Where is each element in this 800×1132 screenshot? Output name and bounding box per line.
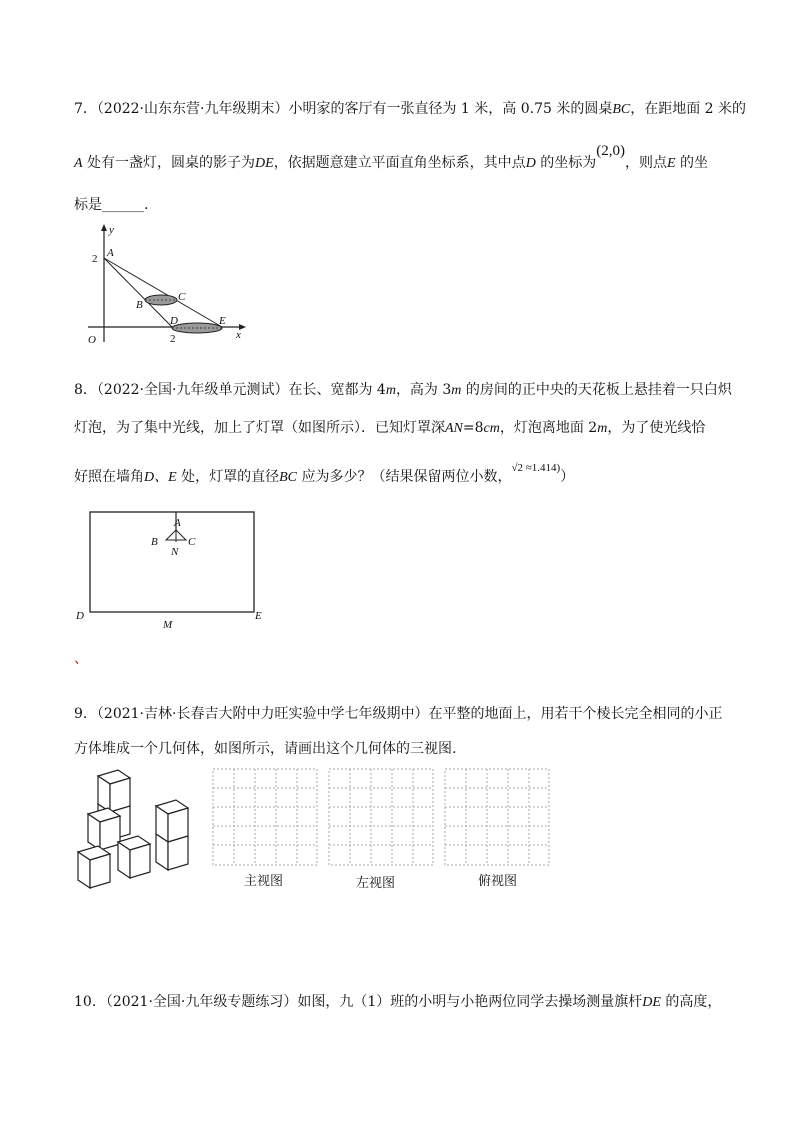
q10-text: 的高度， xyxy=(660,994,722,1010)
unit-cm: cm xyxy=(483,421,500,436)
q7-line3 xyxy=(74,195,148,215)
q8-number: 8． xyxy=(74,382,97,398)
q10-line1 xyxy=(74,992,721,1013)
stray-mark: 、 xyxy=(74,651,88,667)
q7-line1 xyxy=(74,99,746,120)
q7-number: 7． xyxy=(74,101,97,117)
q9-number: 9． xyxy=(74,706,97,722)
label-e: E xyxy=(255,610,262,622)
q7-text: 处有一盏灯，圆桌的影子为 xyxy=(82,155,256,171)
grid-front-view xyxy=(212,768,318,866)
room-rect xyxy=(90,512,254,612)
q10-number: 10． xyxy=(74,994,106,1010)
q9-text: 在平整的地面上，用若干个棱长完全相同的小正 xyxy=(428,706,723,722)
sqrt-approx: √2 ≈1.414) xyxy=(511,462,561,474)
var-an: AN xyxy=(445,421,463,436)
var-de: DE xyxy=(642,995,661,1010)
q8-text: =8 xyxy=(462,420,484,436)
var-de: DE xyxy=(255,156,274,171)
label-n: N xyxy=(171,546,179,558)
label-front-view: 主视图 xyxy=(244,874,284,889)
q8-text: 的房间的正中央的天花板上悬挂着一只白炽 xyxy=(461,382,732,398)
y-arrow-icon xyxy=(101,224,107,231)
q7-source: （2022·山东东营·九年级期末） xyxy=(96,101,289,117)
q8-text: ） xyxy=(560,469,575,485)
light-ray-lower xyxy=(104,258,172,327)
label-o: O xyxy=(88,334,96,346)
label-y: y xyxy=(109,224,114,236)
q9-line2 xyxy=(74,739,456,759)
var-de: D、E xyxy=(144,470,177,485)
q7-text: ，在距地面 2 米的 xyxy=(630,101,747,117)
label-e: E xyxy=(219,315,226,327)
grid-left-view xyxy=(328,768,434,866)
unit-m: m xyxy=(385,383,396,398)
var-d: D xyxy=(525,156,536,171)
grid-top-view xyxy=(444,768,550,866)
unit-m: m xyxy=(597,421,608,436)
var-bc: BC xyxy=(612,102,631,117)
q7-text: ，则点 xyxy=(625,155,668,171)
q8-line3 xyxy=(74,462,575,488)
label-d: D xyxy=(76,610,84,622)
label-d: D xyxy=(170,315,178,327)
q7-text: ，依据题意建立平面直角坐标系，其中点 xyxy=(273,155,526,171)
q7-coordinate-figure xyxy=(84,220,254,350)
q9-cube-figure xyxy=(74,768,210,894)
q8-source: （2022·全国·九年级单元测试） xyxy=(96,382,289,398)
q7-text: 小明家的客厅有一张直径为 1 米，高 0.75 米的圆桌 xyxy=(288,101,613,117)
q7-text: 的坐 xyxy=(675,155,709,171)
label-left-view: 左视图 xyxy=(356,876,396,891)
q10-text: 如图，九（1）班的小明与小艳两位同学去操场测量旗杆 xyxy=(297,994,643,1010)
q8-text: 好照在墙角 xyxy=(74,469,144,485)
var-e: E xyxy=(667,156,676,171)
unit-m: m xyxy=(451,383,462,398)
label-a: A xyxy=(107,247,114,259)
q8-line2 xyxy=(74,418,705,439)
label-a: A xyxy=(174,517,181,529)
var-a: A xyxy=(74,156,83,171)
label-c: C xyxy=(178,291,186,303)
q9-line1 xyxy=(74,704,722,724)
label-top-view: 俯视图 xyxy=(478,874,518,889)
q9-source: （2021·吉林·长春吉大附中力旺实验中学七年级期中） xyxy=(96,706,429,722)
label-2-x: 2 xyxy=(170,333,176,345)
q8-text: 应为多少？（结果保留两位小数， xyxy=(297,469,512,485)
q8-room-figure xyxy=(72,506,272,634)
label-b: B xyxy=(136,299,143,311)
label-b: B xyxy=(151,536,158,548)
q7-line2 xyxy=(74,143,709,174)
light-ray-upper xyxy=(104,258,222,327)
coord-d: (2,0) xyxy=(596,143,626,159)
q7-answer-blank: 标是______. xyxy=(74,197,149,213)
q8-text: 灯泡，为了集中光线，加上了灯罩（如图所示）．已知灯罩深 xyxy=(74,420,445,436)
q10-source: （2021·全国·九年级专题练习） xyxy=(105,994,298,1010)
label-2-y: 2 xyxy=(92,253,98,265)
q8-text: 在长、宽都为 4 xyxy=(288,382,386,398)
q7-text: 的坐标为 xyxy=(535,155,597,171)
label-m: M xyxy=(163,619,173,631)
q8-text: ，为了使光线恰 xyxy=(607,420,706,436)
q8-text: 处，灯罩的直径 xyxy=(176,469,280,485)
label-c: C xyxy=(188,536,196,548)
var-bc: BC xyxy=(279,470,298,485)
q9-text: 方体堆成一个几何体，如图所示，请画出这个几何体的三视图. xyxy=(74,741,457,757)
label-x: x xyxy=(236,329,241,341)
q8-text: ，灯泡离地面 2 xyxy=(499,420,598,436)
q8-line1 xyxy=(74,380,732,401)
q8-text: ，高为 3 xyxy=(395,382,452,398)
